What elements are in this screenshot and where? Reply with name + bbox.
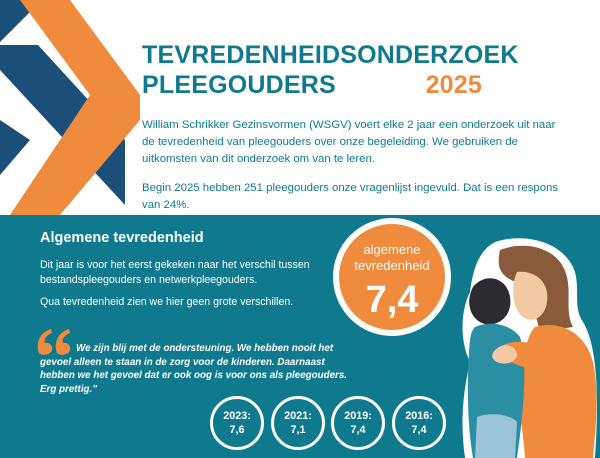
history-circle-2016	[392, 396, 446, 450]
intro-paragraph-1: William Schrikker Gezinsvormen (WSGV) voert elke 2 jaar een onderzoek uit naar de tevredenheid van pleegouders over onze begeleiding. We gebruiken de uitkomsten van dit onderzoek om van te leren.	[142, 119, 556, 165]
intro-text	[142, 117, 562, 226]
quote-text: We zijn blij met de ondersteuning. We hebben nooit het gevoel alleen te staan in de zorg voor de kinderen. Daarnaast hebben we het gevoel dat er ook oog is voor ons als pleegouders. Erg prettig.”	[40, 343, 348, 395]
score-label-line-2: tevredenheid	[354, 258, 430, 273]
history-circle-2019	[331, 396, 385, 450]
section-title: Algemene tevredenheid	[40, 230, 204, 246]
section-paragraph-2: Qua tevredenheid zien we hier geen grote verschillen.	[40, 296, 294, 308]
history-value: 7,4	[411, 424, 427, 436]
history-value: 7,1	[290, 424, 306, 436]
section-paragraph-1: Dit jaar is voor het eerst gekeken naar het verschil tussen bestandspleegouders en netwerkpleegouders.	[40, 259, 310, 286]
history-year: 2021:	[284, 410, 312, 422]
parent-child-hug-illustration	[455, 232, 600, 458]
section-text	[40, 258, 340, 317]
history-value: 7,4	[350, 424, 366, 436]
page-title	[142, 40, 519, 100]
title-year: 2025	[425, 71, 482, 99]
history-year: 2019:	[344, 410, 372, 422]
history-circle-2021	[271, 396, 325, 450]
title-line-1: TEVREDENHEIDSONDERZOEK	[142, 41, 519, 69]
history-year: 2016:	[405, 410, 433, 422]
chevron-decoration	[0, 0, 140, 235]
history-circle-2023	[210, 396, 264, 450]
title-line-2: PLEEGOUDERS	[142, 71, 336, 99]
intro-paragraph-2: Begin 2025 hebben 251 pleegouders onze vragenlijst ingevuld. Dat is een respons van 24%.	[142, 182, 559, 211]
overall-score-badge	[333, 218, 451, 336]
history-year: 2023:	[223, 410, 251, 422]
history-value: 7,6	[229, 424, 245, 436]
score-value: 7,4	[365, 279, 419, 321]
testimonial-quote	[40, 342, 350, 396]
score-label-line-1: algemene	[363, 242, 421, 257]
